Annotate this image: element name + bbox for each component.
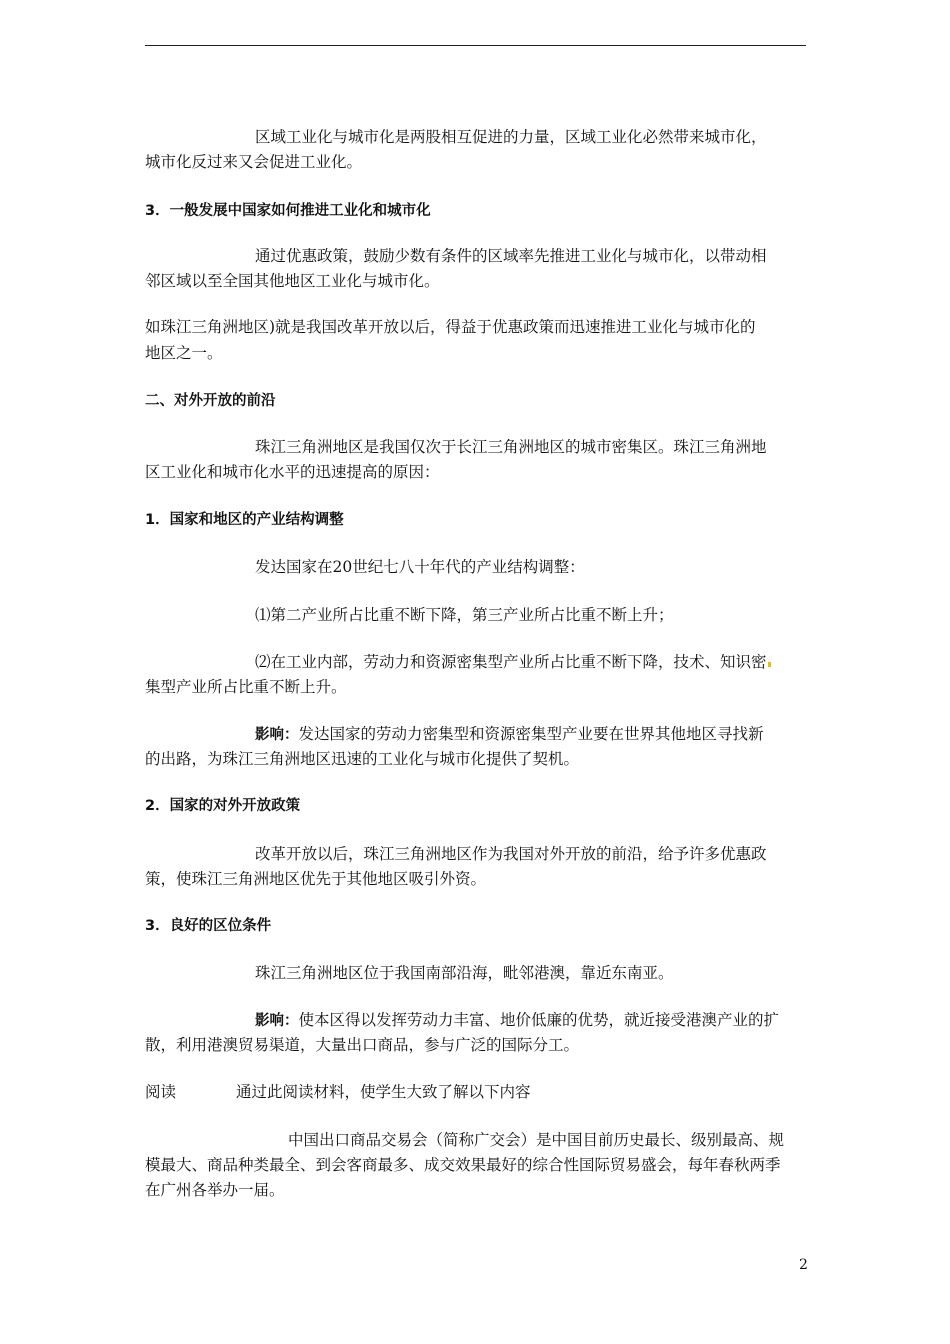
paragraph-line [255, 651, 771, 673]
impact-label: 影响： [255, 1013, 299, 1029]
impact-label: 影响： [255, 727, 299, 743]
paragraph-text: 发达国家的劳动力密集型和资源密集型产业要在世界其他地区寻找新 [298, 725, 764, 743]
section-heading: 3．良好的区位条件 [145, 918, 272, 934]
paragraph-line: 邻区域以至全国其他地区工业化与城市化。 [145, 272, 440, 290]
paragraph-text: ⑵在工业内部，劳动力和资源密集型产业所占比重不断下降，技术、知识密 [255, 653, 767, 671]
page-number: 2 [799, 1257, 808, 1273]
paragraph-text: 使本区得以发挥劳动力丰富、地价低廉的优势，就近接受港澳产业的扩 [298, 1011, 780, 1029]
reading-intro: 通过此阅读材料，使学生大致了解以下内容 [236, 1083, 531, 1101]
paragraph-line: 中国出口商品交易会（简称广交会）是中国目前历史最长、级别最高、规 [288, 1131, 785, 1149]
paragraph-line: ⑴第二产业所占比重不断下降，第三产业所占比重不断上升； [255, 606, 674, 624]
paragraph-line: 珠江三角洲地区是我国仅次于长江三角洲地区的城市密集区。珠江三角洲地 [255, 438, 767, 456]
paragraph-line: 散，利用港澳贸易渠道，大量出口商品，参与广泛的国际分工。 [145, 1036, 580, 1054]
paragraph-line: 模最大、商品种类最全、到会客商最多、成交效果最好的综合性国际贸易盛会，每年春秋两季 [145, 1156, 781, 1174]
highlight-mark [768, 662, 771, 667]
header-rule [145, 45, 806, 46]
paragraph-line: 的出路，为珠江三角洲地区迅速的工业化与城市化提供了契机。 [145, 750, 580, 768]
section-heading: 3．一般发展中国家如何推进工业化和城市化 [145, 203, 431, 219]
paragraph-line: 地区之一。 [145, 344, 223, 362]
paragraph-line: 区工业化和城市化水平的迅速提高的原因： [145, 463, 440, 481]
reading-label: 阅读 [145, 1083, 177, 1101]
paragraph-line: 城市化反过来又会促进工业化。 [145, 153, 363, 171]
paragraph-line: 策，使珠江三角洲地区优先于其他地区吸引外资。 [145, 870, 487, 888]
section-heading: 2．国家的对外开放政策 [145, 798, 301, 814]
paragraph-line [255, 1009, 779, 1032]
paragraph-line: 如珠江三角洲地区)就是我国改革开放以后，得益于优惠政策而迅速推进工业化与城市化的 [145, 318, 756, 336]
paragraph-line: 区域工业化与城市化是两股相互促进的力量，区域工业化必然带来城市化， [255, 128, 767, 146]
paragraph-line: 发达国家在20世纪七八十年代的产业结构调整： [255, 558, 585, 576]
section-heading: 二、对外开放的前沿 [145, 393, 276, 409]
paragraph-line [255, 723, 764, 746]
paragraph-line: 珠江三角洲地区位于我国南部沿海，毗邻港澳，靠近东南亚。 [255, 964, 674, 982]
paragraph-line: 通过优惠政策，鼓励少数有条件的区域率先推进工业化与城市化，以带动相 [255, 247, 767, 265]
paragraph-line: 集型产业所占比重不断上升。 [145, 678, 347, 696]
paragraph-line: 在广州各举办一届。 [145, 1181, 285, 1199]
section-heading: 1．国家和地区的产业结构调整 [145, 512, 344, 528]
paragraph-line: 改革开放以后，珠江三角洲地区作为我国对外开放的前沿，给予许多优惠政 [255, 845, 767, 863]
